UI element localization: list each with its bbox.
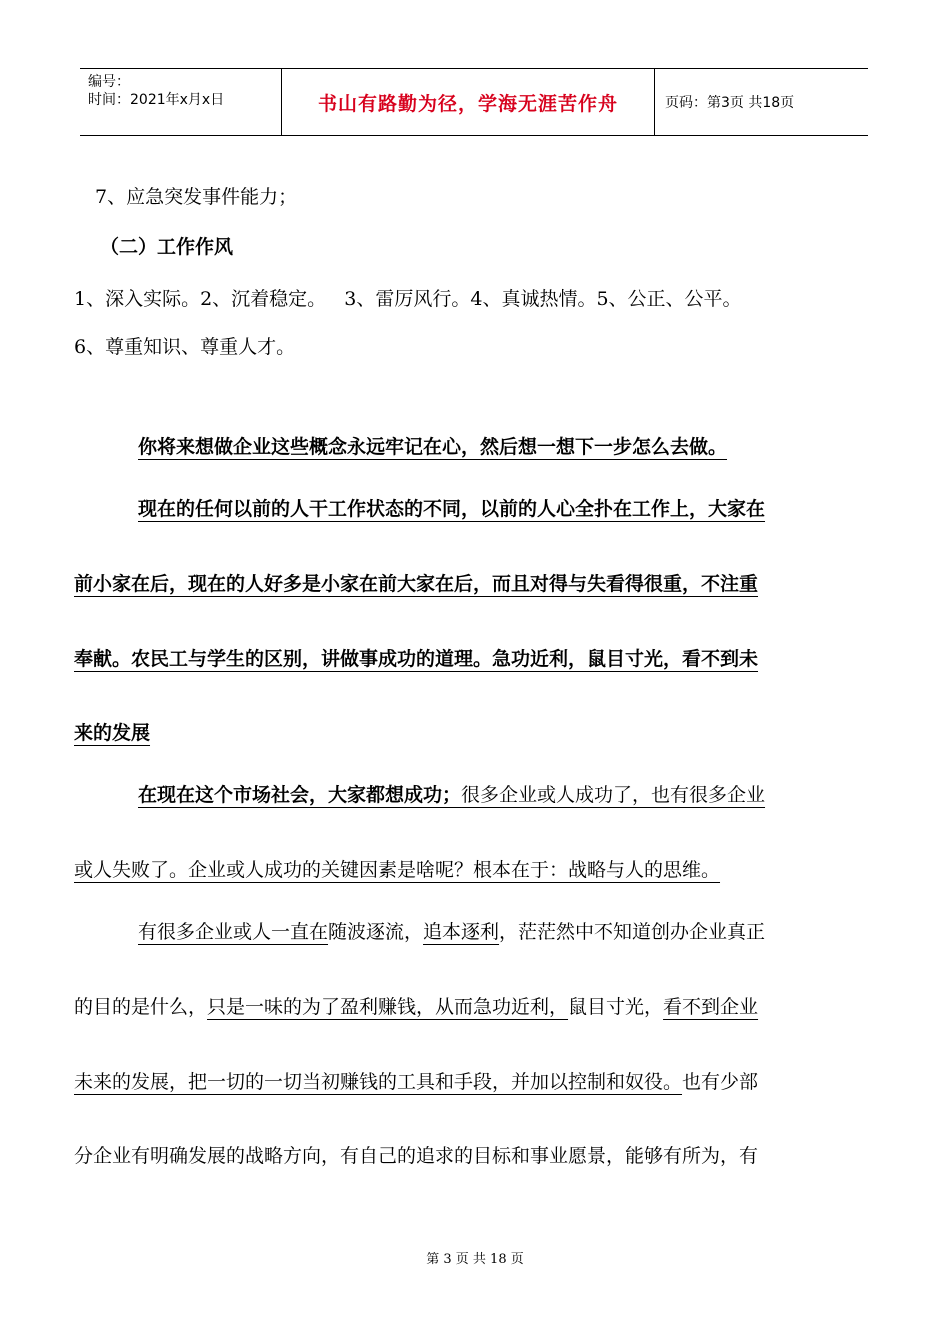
plain-phrase: 的目的是什么， bbox=[74, 996, 208, 1018]
paragraph-line bbox=[74, 992, 758, 1019]
paragraph-line: 7、应急突发事件能力； bbox=[95, 186, 298, 208]
plain-phrase: ，茫茫然中不知道创办企业真正 bbox=[499, 921, 766, 943]
underlined-phrase: 很多企业或人成功了，也有很多企业 bbox=[461, 784, 766, 806]
paragraph-line bbox=[138, 780, 765, 807]
paragraph-line: 你将来想做企业这些概念永远牢记在心，然后想一想下一步怎么去做。 bbox=[138, 436, 728, 458]
page-footer: 第 3 页 共 18 页 bbox=[426, 1252, 524, 1267]
paragraph-line: 奉献。农民工与学生的区别，讲做事成功的道理。急功近利，鼠目寸光，看不到未 bbox=[74, 648, 759, 670]
underlined-phrase: 有很多企业或人一直在 bbox=[138, 921, 329, 943]
paragraph-line bbox=[74, 1067, 758, 1094]
header-meta bbox=[80, 69, 282, 135]
header-page-info: 页码：第3页 共18页 bbox=[665, 95, 795, 111]
document-header bbox=[80, 68, 868, 136]
plain-phrase: 随波逐流， bbox=[328, 921, 424, 943]
bold-phrase: 在现在这个市场社会，大家都想成功； bbox=[138, 784, 462, 806]
paragraph-line: 分企业有明确发展的战略方向，有自己的追求的目标和事业愿景，能够有所为，有 bbox=[74, 1145, 759, 1167]
underlined-phrase: 看不到企业 bbox=[663, 996, 759, 1018]
paragraph-line: 6、尊重知识、尊重人才。 bbox=[74, 336, 296, 358]
paragraph-line: 或人失败了。企业或人成功的关键因素是啥呢？根本在于：战略与人的思维。 bbox=[74, 859, 721, 881]
header-motto: 书山有路勤为径，学海无涯苦作舟 bbox=[282, 69, 655, 135]
document-number-label: 编号： bbox=[88, 74, 130, 90]
paragraph-line: 现在的任何以前的人干工作状态的不同，以前的人心全扑在工作上，大家在 bbox=[138, 498, 766, 520]
underlined-phrase: 未来的发展，把一切的一切当初赚钱的工具和手段，并加以控制和奴役。 bbox=[74, 1071, 683, 1093]
paragraph-line bbox=[138, 917, 765, 944]
underlined-phrase: 只是一味的为了盈利赚钱，从而急功近利， bbox=[207, 996, 569, 1018]
plain-phrase: 鼠目寸光， bbox=[568, 996, 664, 1018]
paragraph-line: 前小家在后，现在的人好多是小家在前大家在后，而且对得与失看得很重，不注重 bbox=[74, 573, 759, 595]
underlined-phrase: 追本逐利 bbox=[423, 921, 500, 943]
document-time-label: 时间：2021年x月x日 bbox=[88, 92, 225, 108]
paragraph-line: 1、深入实际。2、沉着稳定。 3、雷厉风行。4、真诚热情。5、公正、公平。 bbox=[74, 288, 742, 310]
section-heading: （二）工作作风 bbox=[100, 236, 234, 258]
paragraph-line: 来的发展 bbox=[74, 722, 151, 744]
plain-phrase: 也有少部 bbox=[682, 1071, 759, 1093]
